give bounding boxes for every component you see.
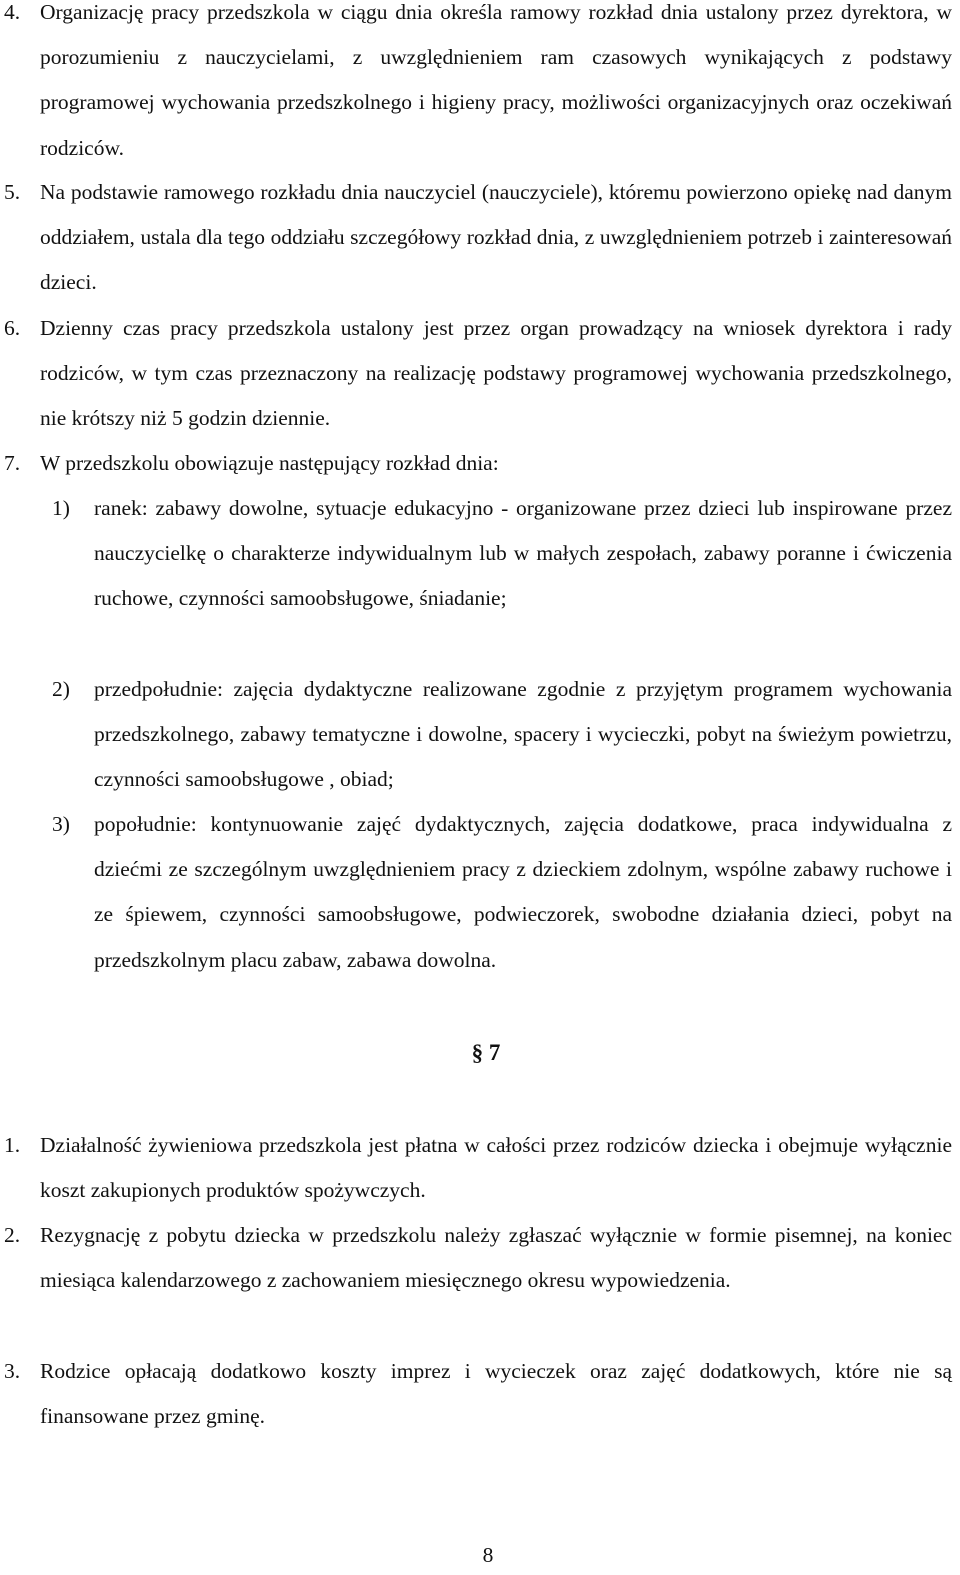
list-number: 4. (4, 0, 21, 24)
list-number: 2) (52, 677, 70, 701)
list-number: 3) (52, 812, 70, 836)
list-item-3 (4, 1349, 952, 1439)
list-item-text: Organizację pracy przedszkola w ciągu dnia określa ramowy rozkład dnia ustalony przez dyrektora, w porozumieniu z nauczycielami, z uwzględnieniem ram czasowych wynikających z podstawy programowej wychowania przedszkolnego i higieny pracy, możliwości organizacyjnych oraz oczekiwań rodziców. (40, 0, 952, 160)
list-item-5 (4, 170, 952, 306)
list-item-text: popołudnie: kontynuowanie zajęć dydaktycznych, zajęcia dodatkowe, praca indywidualna z dziećmi ze szczególnym uwzględnieniem pracy z dzieckiem zdolnym, wspólne zabawy ruchowe i ze śpiewem, czynności samoobsługowe, podwieczorek, swobodne działania dzieci, pobyt na przedszkolnym placu zabaw, zabawa dowolna. (94, 812, 952, 972)
list-item-text: Rodzice opłacają dodatkowo koszty imprez i wycieczek oraz zajęć dodatkowych, które nie są finansowane przez gminę. (40, 1359, 952, 1429)
list-item-7 (4, 441, 952, 486)
list-item-text: Na podstawie ramowego rozkładu dnia nauczyciel (nauczyciele), któremu powierzono opiekę nad danym oddziałem, ustala dla tego oddziału szczegółowy rozkład dnia, z uwzględnieniem potrzeb i zainteresowań dzieci. (40, 180, 952, 295)
list-item-text: przedpołudnie: zajęcia dydaktyczne realizowane zgodnie z przyjętym programem wychowania przedszkolnego, zabawy tematyczne i dowolne, spacery i wycieczki, pobyt na świeżym powietrzu, czynności samoobsługowe , obiad; (94, 677, 952, 792)
list-item-4 (4, 0, 952, 171)
schedule-item-afternoon (52, 802, 952, 983)
list-number: 5. (4, 180, 21, 204)
list-item-text: Działalność żywieniowa przedszkola jest płatna w całości przez rodziców dziecka i obejmuje wyłącznie koszt zakupionych produktów spożywczych. (40, 1133, 952, 1203)
list-number: 1. (4, 1133, 21, 1157)
list-number: 7. (4, 451, 21, 475)
list-number: 2. (4, 1223, 21, 1247)
list-item-text: W przedszkolu obowiązuje następujący rozkład dnia: (40, 451, 499, 475)
list-number: 3. (4, 1359, 21, 1383)
page-number: 8 (482, 1543, 494, 1567)
schedule-item-forenoon (52, 667, 952, 803)
list-number: 1) (52, 496, 70, 520)
section-heading: § 7 (471, 1040, 501, 1065)
list-item-1 (4, 1123, 952, 1213)
list-item-2 (4, 1213, 952, 1303)
list-item-text: ranek: zabawy dowolne, sytuacje edukacyjno - organizowane przez dzieci lub inspirowane przez nauczycielkę o charakterze indywidualnym lub w małych zespołach, zabawy poranne i ćwiczenia ruchowe, czynności samoobsługowe, śniadanie; (94, 496, 952, 611)
list-item-text: Dzienny czas pracy przedszkola ustalony jest przez organ prowadzący na wniosek dyrektora i rady rodziców, w tym czas przeznaczony na realizację podstawy programowej wychowania przedszkolnego, nie krótszy niż 5 godzin dziennie. (40, 316, 952, 431)
list-item-6 (4, 306, 952, 442)
list-number: 6. (4, 316, 21, 340)
schedule-item-morning (52, 486, 952, 622)
list-item-text: Rezygnację z pobytu dziecka w przedszkolu należy zgłaszać wyłącznie w formie pisemnej, na koniec miesiąca kalendarzowego z zachowaniem miesięcznego okresu wypowiedzenia. (40, 1223, 952, 1293)
